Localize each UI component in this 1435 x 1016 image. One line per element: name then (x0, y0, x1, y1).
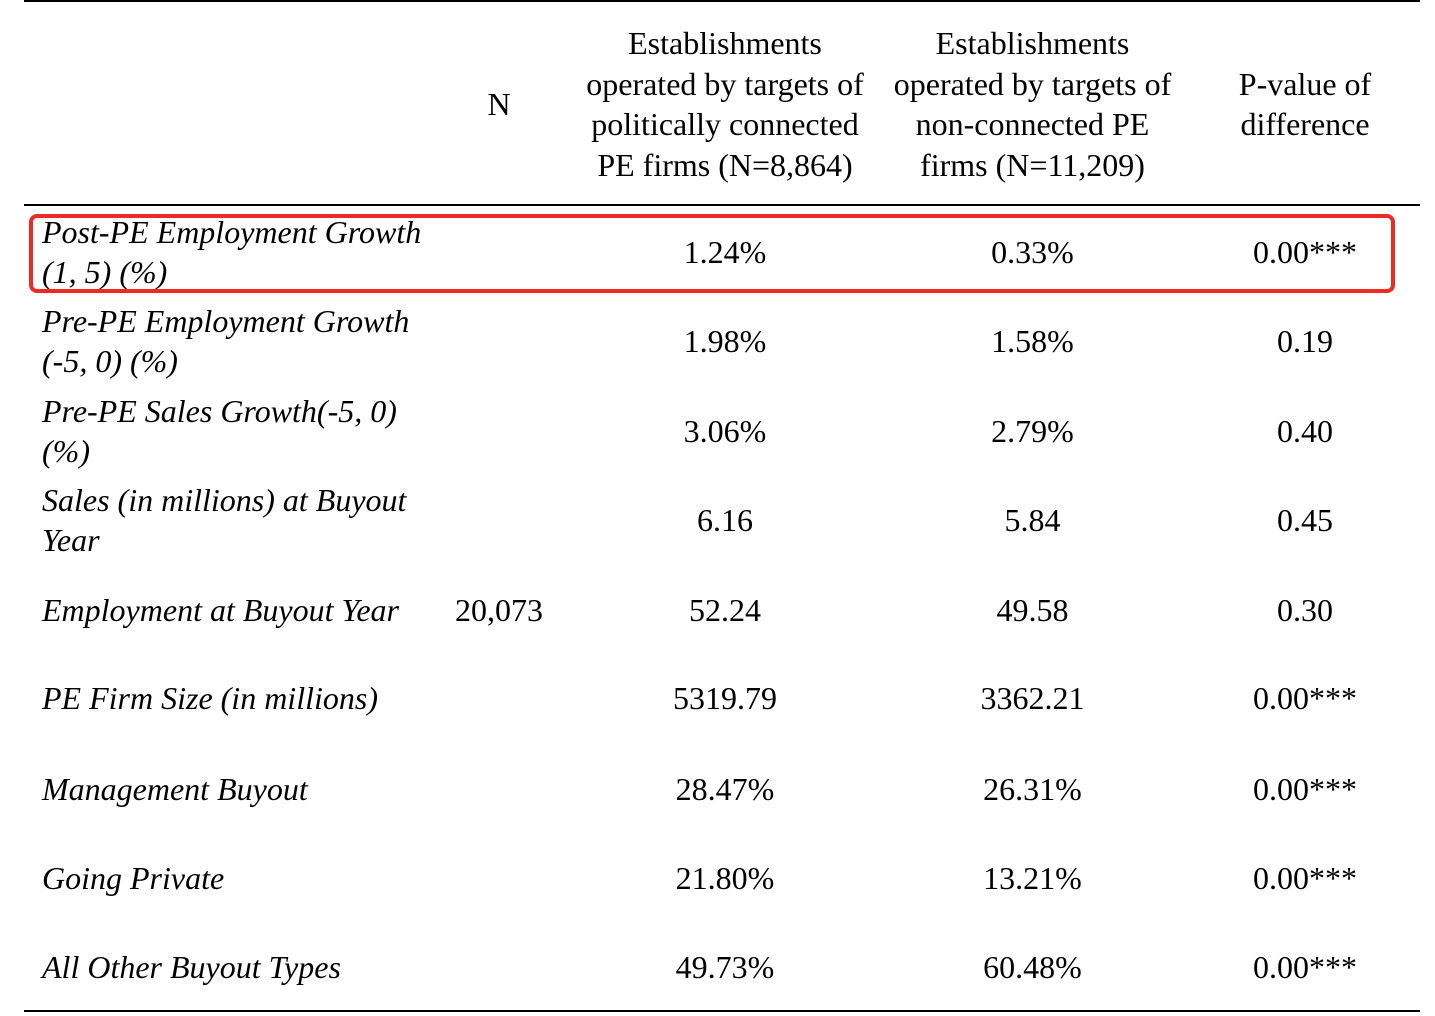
p-value: 0.00*** (1253, 234, 1357, 270)
highlight-box (29, 214, 1395, 293)
connected-value: 5319.79 (673, 680, 777, 716)
table-row (0, 296, 1435, 386)
table-row (0, 475, 1435, 565)
connected-value: 21.80% (675, 860, 775, 896)
p-value: 0.00*** (1253, 771, 1357, 807)
non-connected-value: 60.48% (983, 949, 1082, 985)
row-label: Management Buyout (42, 771, 308, 807)
non-connected-value: 3362.21 (980, 680, 1085, 716)
row-label: Pre-PE Sales Growth(-5, 0) (%) (42, 393, 397, 469)
row-label: Pre-PE Employment Growth (-5, 0) (%) (42, 303, 410, 379)
connected-value: 1.98% (683, 323, 767, 359)
row-label: All Other Buyout Types (42, 949, 341, 985)
table-row (0, 653, 1435, 743)
non-connected-value: 0.33% (991, 234, 1074, 270)
row-label: Employment at Buyout Year (42, 592, 399, 628)
header-p-value-text: P-value of difference (1238, 65, 1372, 142)
connected-value: 28.47% (675, 771, 775, 807)
row-label: Sales (in millions) at Buyout Year (42, 482, 407, 558)
p-value: 0.40 (1277, 413, 1333, 449)
connected-value: 1.24% (683, 234, 767, 270)
p-value: 0.00*** (1253, 680, 1357, 716)
non-connected-value: 49.58 (996, 592, 1069, 628)
p-value: 0.00*** (1253, 860, 1357, 896)
header-p-value (1185, 4, 1425, 204)
table-row (0, 833, 1435, 923)
non-connected-value: 5.84 (1004, 502, 1061, 538)
header-n-text: N (487, 85, 511, 122)
connected-value: 52.24 (689, 592, 761, 628)
header-connected (570, 4, 880, 204)
n-value: 20,073 (455, 592, 543, 628)
non-connected-value: 26.31% (983, 771, 1082, 807)
table-bottom-rule (24, 1010, 1420, 1012)
p-value: 0.19 (1277, 323, 1333, 359)
non-connected-value: 1.58% (991, 323, 1074, 359)
p-value: 0.45 (1277, 502, 1333, 538)
row-label: Going Private (42, 860, 225, 896)
header-non-connected-text: Establishments operated by targets of non-connected PE firms (N=11,209) (893, 25, 1172, 183)
connected-value: 3.06% (683, 413, 767, 449)
header-non-connected (880, 4, 1185, 204)
non-connected-value: 2.79% (991, 413, 1074, 449)
table-row (0, 565, 1435, 655)
header-connected-text: Establishments operated by targets of politically connected PE firms (N=8,864) (586, 25, 864, 183)
table-row (0, 386, 1435, 476)
p-value: 0.00*** (1253, 949, 1357, 985)
header-n (440, 4, 558, 204)
table-row (0, 922, 1435, 1012)
connected-value: 49.73% (675, 949, 775, 985)
p-value: 0.30 (1277, 592, 1333, 628)
table-top-rule (24, 0, 1420, 2)
row-label: Post-PE Employment Growth (1, 5) (%) (42, 214, 422, 290)
table-row (0, 744, 1435, 834)
header-rule (24, 204, 1420, 206)
connected-value: 6.16 (697, 502, 753, 538)
row-label: PE Firm Size (in millions) (42, 680, 378, 716)
non-connected-value: 13.21% (983, 860, 1082, 896)
